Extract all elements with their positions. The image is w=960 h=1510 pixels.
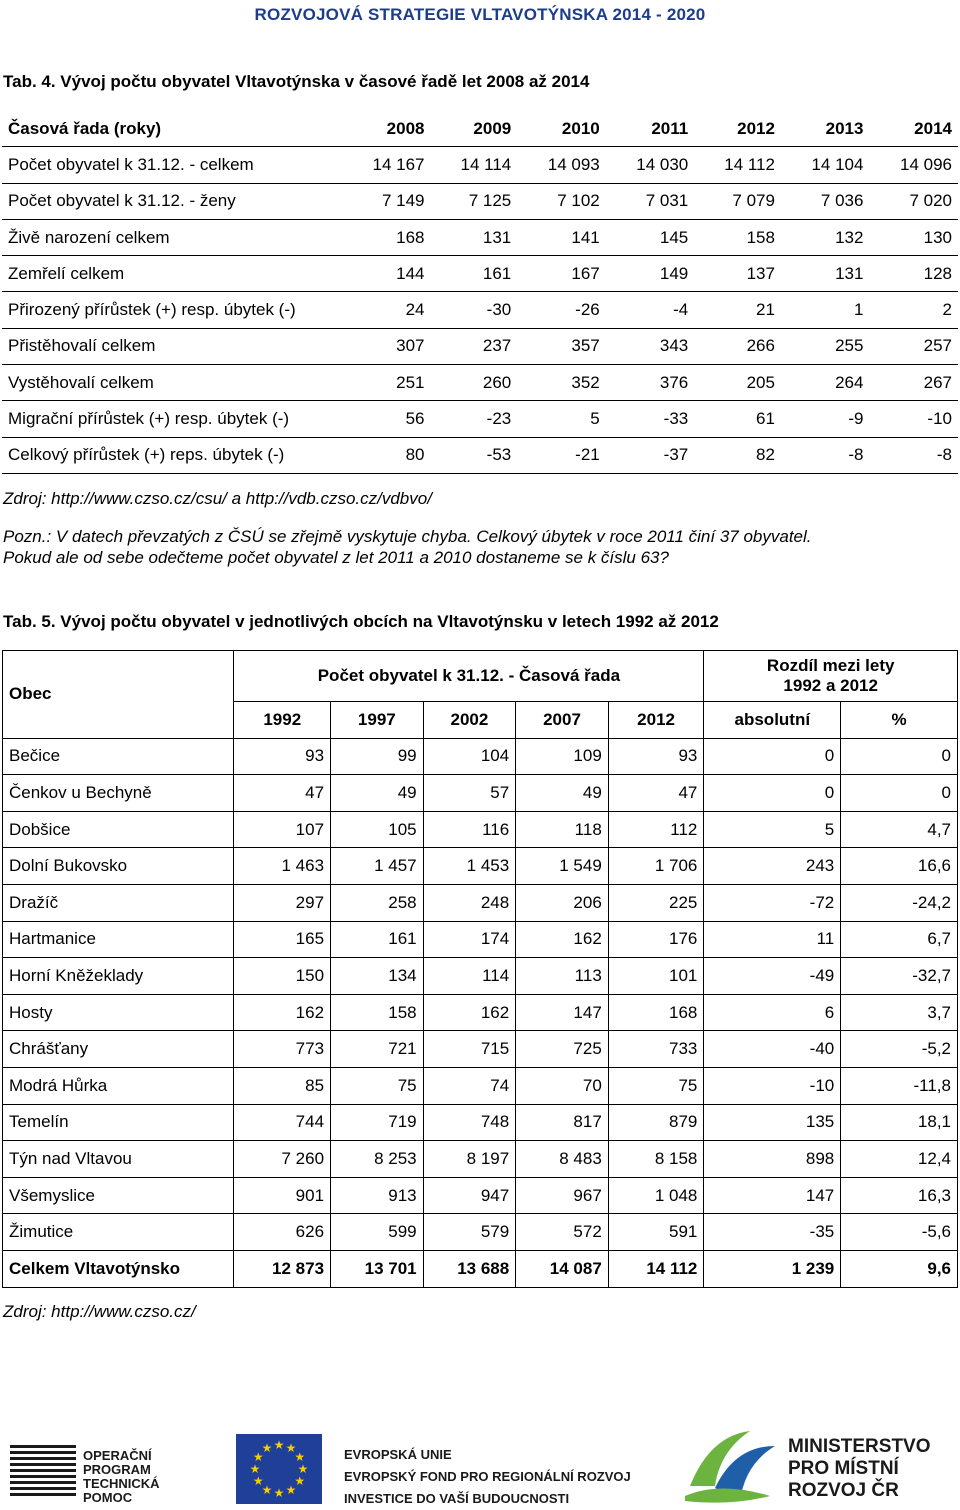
municipality-name: Hosty [3, 994, 234, 1031]
table-cell: -9 [781, 401, 870, 437]
tab4-source: Zdroj: http://www.czso.cz/csu/ a http://vdb.czso.cz/vdbvo/ [3, 489, 432, 508]
table-cell: 7 260 [234, 1141, 331, 1178]
table-cell: 75 [608, 1067, 704, 1104]
tab5-source: Zdroj: http://www.czso.cz/ [3, 1302, 196, 1321]
table-cell: 168 [342, 219, 431, 255]
table-cell: 145 [606, 219, 695, 255]
col-subheader: 1997 [331, 702, 424, 739]
table-cell: 61 [694, 401, 781, 437]
table-cell: 24 [342, 292, 431, 328]
total-cell: 9,6 [841, 1250, 958, 1287]
table-cell: 49 [331, 775, 424, 812]
municipality-name: Dobšice [3, 811, 234, 848]
table-cell: 141 [517, 219, 606, 255]
table-cell: 93 [608, 738, 704, 775]
table-cell: 255 [781, 328, 870, 364]
table-cell: -72 [704, 884, 841, 921]
table-cell: -23 [431, 401, 518, 437]
tab5-caption: Tab. 5. Vývoj počtu obyvatel v jednotlivých obcích na Vltavotýnsku v letech 1992 až 2012 [3, 612, 719, 631]
col-header-year: 2009 [431, 111, 518, 147]
table-cell: 101 [608, 958, 704, 995]
table-cell: 237 [431, 328, 518, 364]
ministry-text-line: PRO MÍSTNÍ [788, 1458, 899, 1479]
total-cell: 14 112 [608, 1250, 704, 1287]
table-cell: 913 [331, 1177, 424, 1214]
table-cell: 579 [423, 1214, 516, 1251]
table-cell: 7 102 [517, 183, 606, 219]
table-cell: 2 [869, 292, 958, 328]
table-cell: 174 [423, 921, 516, 958]
table-row [3, 811, 958, 848]
ministry-text [788, 1436, 931, 1502]
eu-text-line: INVESTICE DO VAŠÍ BUDOUCNOSTI [344, 1491, 570, 1506]
table-cell: 150 [234, 958, 331, 995]
table-cell: 1 453 [423, 848, 516, 885]
table-cell: 721 [331, 1031, 424, 1068]
table-cell: 1 457 [331, 848, 424, 885]
total-cell: 1 239 [704, 1250, 841, 1287]
table-cell: 376 [606, 365, 695, 401]
table-cell: 297 [234, 884, 331, 921]
table-cell: -11,8 [841, 1067, 958, 1104]
table-cell: 109 [516, 738, 609, 775]
table-row [2, 292, 958, 328]
table-cell: 118 [516, 811, 609, 848]
table-row [2, 365, 958, 401]
table-cell: -30 [431, 292, 518, 328]
ministry-logo-icon [680, 1426, 780, 1508]
table-cell: 206 [516, 884, 609, 921]
table-cell: -35 [704, 1214, 841, 1251]
table-cell: 85 [234, 1067, 331, 1104]
table-cell: 591 [608, 1214, 704, 1251]
table-cell: 70 [516, 1067, 609, 1104]
eu-text-line: EVROPSKÝ FOND PRO REGIONÁLNÍ ROZVOJ [344, 1469, 631, 1484]
footer-logos [0, 1420, 960, 1509]
document-header-title: ROZVOJOVÁ STRATEGIE VLTAVOTÝNSKA 2014 - 2020 [254, 5, 706, 24]
op-logo-line: PROGRAM [83, 1462, 151, 1477]
table-cell: -8 [869, 437, 958, 473]
table-cell: 49 [516, 775, 609, 812]
table-header-row [2, 111, 958, 147]
table-cell: 715 [423, 1031, 516, 1068]
table-cell: -26 [517, 292, 606, 328]
table-cell: 116 [423, 811, 516, 848]
table-cell: 7 125 [431, 183, 518, 219]
row-label: Celkový přírůstek (+) reps. úbytek (-) [2, 437, 342, 473]
table-cell: 16,3 [841, 1177, 958, 1214]
table-cell: 8 483 [516, 1141, 609, 1178]
col-subheader: 2007 [516, 702, 609, 739]
table-cell: 161 [331, 921, 424, 958]
table-cell: 21 [694, 292, 781, 328]
table-cell: 82 [694, 437, 781, 473]
table-cell: 1 463 [234, 848, 331, 885]
table-cell: 357 [517, 328, 606, 364]
table-cell: 7 149 [342, 183, 431, 219]
table-cell: 12,4 [841, 1141, 958, 1178]
municipality-name: Hartmanice [3, 921, 234, 958]
op-stripes-icon [10, 1445, 76, 1501]
table-cell: 158 [331, 994, 424, 1031]
table-cell: 135 [704, 1104, 841, 1141]
table-row [2, 147, 958, 183]
table-cell: 149 [606, 256, 695, 292]
municipality-name: Chrášťany [3, 1031, 234, 1068]
table-cell: 6,7 [841, 921, 958, 958]
table-cell: 879 [608, 1104, 704, 1141]
row-label: Zemřelí celkem [2, 256, 342, 292]
table-cell: 93 [234, 738, 331, 775]
table-cell: 105 [331, 811, 424, 848]
op-logo-text [83, 1449, 160, 1505]
eu-star-icon: ★ [285, 1441, 297, 1456]
table-row [2, 401, 958, 437]
row-label: Počet obyvatel k 31.12. - celkem [2, 147, 342, 183]
eu-star-icon: ★ [261, 1482, 273, 1497]
municipality-name: Týn nad Vltavou [3, 1141, 234, 1178]
ministry-text-line: ROZVOJ ČR [788, 1480, 899, 1501]
table-cell: 264 [781, 365, 870, 401]
eu-text-line: EVROPSKÁ UNIE [344, 1447, 452, 1462]
tab4-note-line-2: Pokud ale od sebe odečteme počet obyvatel z let 2011 a 2010 dostaneme se k číslu 63? [3, 548, 669, 567]
table-cell: 8 197 [423, 1141, 516, 1178]
table-cell: 1 048 [608, 1177, 704, 1214]
table-cell: -37 [606, 437, 695, 473]
table-cell: 99 [331, 738, 424, 775]
municipality-name: Dražíč [3, 884, 234, 921]
col-header-population-group: Počet obyvatel k 31.12. - Časová řada [234, 651, 704, 702]
table-cell: -32,7 [841, 958, 958, 995]
table-cell: 0 [841, 775, 958, 812]
table-cell: 307 [342, 328, 431, 364]
municipality-name: Žimutice [3, 1214, 234, 1251]
table-cell: 7 020 [869, 183, 958, 219]
eu-fund-text [344, 1444, 631, 1510]
table-row [2, 256, 958, 292]
table-cell: 147 [704, 1177, 841, 1214]
total-row [3, 1250, 958, 1287]
table-cell: 134 [331, 958, 424, 995]
eu-star-icon: ★ [273, 1438, 285, 1452]
table-row [3, 921, 958, 958]
row-label: Přistěhovalí celkem [2, 328, 342, 364]
table-cell: 243 [704, 848, 841, 885]
eu-star-icon: ★ [285, 1482, 297, 1497]
table-cell: 14 093 [517, 147, 606, 183]
col-header-year: 2011 [606, 111, 695, 147]
table-cell: 257 [869, 328, 958, 364]
eu-star-icon: ★ [261, 1441, 273, 1456]
col-header-year: 2010 [517, 111, 606, 147]
eu-flag-icon [236, 1434, 322, 1504]
municipality-name: Modrá Hůrka [3, 1067, 234, 1104]
table-cell: -10 [704, 1067, 841, 1104]
total-cell: 13 701 [331, 1250, 424, 1287]
table-row [3, 994, 958, 1031]
ministry-text-line: MINISTERSTVO [788, 1436, 931, 1457]
table-cell: -33 [606, 401, 695, 437]
table-cell: -8 [781, 437, 870, 473]
table-row [3, 775, 958, 812]
table-cell: 14 114 [431, 147, 518, 183]
table-cell: 725 [516, 1031, 609, 1068]
col-header-difference-line-1: Rozdíl mezi lety [766, 656, 895, 675]
table-cell: 137 [694, 256, 781, 292]
table-cell: 47 [234, 775, 331, 812]
table-cell: 967 [516, 1177, 609, 1214]
table-cell: 14 167 [342, 147, 431, 183]
table-cell: 1 [781, 292, 870, 328]
table-cell: 8 253 [331, 1141, 424, 1178]
eu-star-icon: ★ [297, 1462, 309, 1476]
total-cell: 12 873 [234, 1250, 331, 1287]
table-cell: -5,6 [841, 1214, 958, 1251]
table-cell: 4,7 [841, 811, 958, 848]
table-cell: 14 096 [869, 147, 958, 183]
table-cell: 80 [342, 437, 431, 473]
table-cell: 225 [608, 884, 704, 921]
table-cell: 57 [423, 775, 516, 812]
col-subheader: 2012 [608, 702, 704, 739]
col-header-difference-line-2: 1992 a 2012 [783, 676, 878, 695]
row-label: Vystěhovalí celkem [2, 365, 342, 401]
total-label: Celkem Vltavotýnsko [3, 1250, 234, 1287]
col-header-year: 2013 [781, 111, 870, 147]
table-cell: 112 [608, 811, 704, 848]
table-cell: 16,6 [841, 848, 958, 885]
col-header-year: 2008 [342, 111, 431, 147]
table-cell: -53 [431, 437, 518, 473]
table-cell: 733 [608, 1031, 704, 1068]
table-cell: 599 [331, 1214, 424, 1251]
tab4-caption: Tab. 4. Vývoj počtu obyvatel Vltavotýnska v časové řadě let 2008 až 2014 [3, 72, 590, 91]
table-cell: 5 [517, 401, 606, 437]
tab4-note-line-1: Pozn.: V datech převzatých z ČSÚ se zřejmě vyskytuje chyba. Celkový úbytek v roce 2011 činí 37 obyvatel. [3, 527, 812, 546]
table-cell: 14 104 [781, 147, 870, 183]
table-cell: 131 [431, 219, 518, 255]
col-subheader: 1992 [234, 702, 331, 739]
table-cell: 1 706 [608, 848, 704, 885]
table-row [3, 1177, 958, 1214]
table-cell: 167 [517, 256, 606, 292]
table-cell: 205 [694, 365, 781, 401]
table-cell: 0 [841, 738, 958, 775]
table-cell: 11 [704, 921, 841, 958]
table-cell: 947 [423, 1177, 516, 1214]
eu-star-icon: ★ [249, 1462, 261, 1476]
eu-star-icon: ★ [294, 1474, 306, 1488]
table-cell: 18,1 [841, 1104, 958, 1141]
op-technical-assistance-logo [8, 1435, 188, 1505]
table-cell: 0 [704, 738, 841, 775]
table-cell: 1 549 [516, 848, 609, 885]
table-row [3, 1141, 958, 1178]
table-cell: 147 [516, 994, 609, 1031]
table-cell: 572 [516, 1214, 609, 1251]
table-row [3, 848, 958, 885]
table-cell: 260 [431, 365, 518, 401]
col-subheader: 2002 [423, 702, 516, 739]
table-cell: 817 [516, 1104, 609, 1141]
table-cell: 162 [234, 994, 331, 1031]
table-cell: 5 [704, 811, 841, 848]
eu-star-icon: ★ [252, 1450, 264, 1464]
table-row [2, 219, 958, 255]
eu-star-icon: ★ [294, 1450, 306, 1464]
table-cell: -49 [704, 958, 841, 995]
table-cell: 6 [704, 994, 841, 1031]
table-cell: 114 [423, 958, 516, 995]
table-cell: 158 [694, 219, 781, 255]
table-cell: -21 [517, 437, 606, 473]
table-cell: 258 [331, 884, 424, 921]
col-header-year: 2014 [869, 111, 958, 147]
table-cell: 161 [431, 256, 518, 292]
table-cell: 748 [423, 1104, 516, 1141]
table-cell: 267 [869, 365, 958, 401]
table-row [3, 884, 958, 921]
row-label: Počet obyvatel k 31.12. - ženy [2, 183, 342, 219]
eu-star-icon: ★ [273, 1486, 285, 1500]
table-row [3, 1214, 958, 1251]
table-cell: 113 [516, 958, 609, 995]
table-cell: 56 [342, 401, 431, 437]
table-cell: 104 [423, 738, 516, 775]
table-cell: 266 [694, 328, 781, 364]
table-cell: 7 079 [694, 183, 781, 219]
table-cell: 162 [423, 994, 516, 1031]
table-cell: 3,7 [841, 994, 958, 1031]
table-cell: -10 [869, 401, 958, 437]
table-cell: 168 [608, 994, 704, 1031]
population-timeseries-table [2, 111, 958, 474]
table-cell: 14 030 [606, 147, 695, 183]
total-cell: 13 688 [423, 1250, 516, 1287]
table-cell: 47 [608, 775, 704, 812]
municipality-name: Bečice [3, 738, 234, 775]
table-cell: 251 [342, 365, 431, 401]
col-header-difference-group [704, 651, 958, 702]
municipality-name: Dolní Bukovsko [3, 848, 234, 885]
table-cell: 343 [606, 328, 695, 364]
table-row [2, 437, 958, 473]
row-label: Migrační přírůstek (+) resp. úbytek (-) [2, 401, 342, 437]
table-row [3, 1104, 958, 1141]
municipality-name: Temelín [3, 1104, 234, 1141]
row-label: Přirozený přírůstek (+) resp. úbytek (-) [2, 292, 342, 328]
table-row [2, 328, 958, 364]
row-label: Živě narození celkem [2, 219, 342, 255]
op-logo-line: OPERAČNÍ [83, 1448, 152, 1463]
table-row [3, 1031, 958, 1068]
table-cell: 107 [234, 811, 331, 848]
col-subheader: absolutní [704, 702, 841, 739]
table-cell: 248 [423, 884, 516, 921]
table-cell: 7 031 [606, 183, 695, 219]
table-cell: 0 [704, 775, 841, 812]
table-row [3, 738, 958, 775]
table-cell: -5,2 [841, 1031, 958, 1068]
table-row [3, 1067, 958, 1104]
col-subheader: % [841, 702, 958, 739]
municipality-name: Čenkov u Bechyně [3, 775, 234, 812]
table-cell: 744 [234, 1104, 331, 1141]
table-cell: 14 112 [694, 147, 781, 183]
table-cell: -4 [606, 292, 695, 328]
table-cell: 773 [234, 1031, 331, 1068]
table-row [3, 958, 958, 995]
eu-star-icon: ★ [252, 1474, 264, 1488]
op-logo-line: POMOC [83, 1490, 133, 1505]
table-cell: 128 [869, 256, 958, 292]
total-cell: 14 087 [516, 1250, 609, 1287]
col-header-year: 2012 [694, 111, 781, 147]
col-header-label: Časová řada (roky) [2, 111, 342, 147]
table-cell: 162 [516, 921, 609, 958]
table-cell: 901 [234, 1177, 331, 1214]
table-cell: 898 [704, 1141, 841, 1178]
table-cell: 352 [517, 365, 606, 401]
table-cell: 75 [331, 1067, 424, 1104]
table-cell: 132 [781, 219, 870, 255]
table-cell: 131 [781, 256, 870, 292]
col-header-obec: Obec [3, 651, 234, 739]
table-cell: 130 [869, 219, 958, 255]
table-cell: 144 [342, 256, 431, 292]
municipality-name: Horní Kněžeklady [3, 958, 234, 995]
table-cell: 626 [234, 1214, 331, 1251]
municipality-population-table [2, 650, 958, 1288]
table-cell: -40 [704, 1031, 841, 1068]
table-cell: 176 [608, 921, 704, 958]
table-cell: 74 [423, 1067, 516, 1104]
op-logo-line: TECHNICKÁ [83, 1476, 160, 1491]
tab4-note [3, 526, 812, 568]
table-row [2, 183, 958, 219]
table-cell: -24,2 [841, 884, 958, 921]
table-cell: 7 036 [781, 183, 870, 219]
table-cell: 165 [234, 921, 331, 958]
municipality-name: Všemyslice [3, 1177, 234, 1214]
table-cell: 8 158 [608, 1141, 704, 1178]
table-cell: 719 [331, 1104, 424, 1141]
